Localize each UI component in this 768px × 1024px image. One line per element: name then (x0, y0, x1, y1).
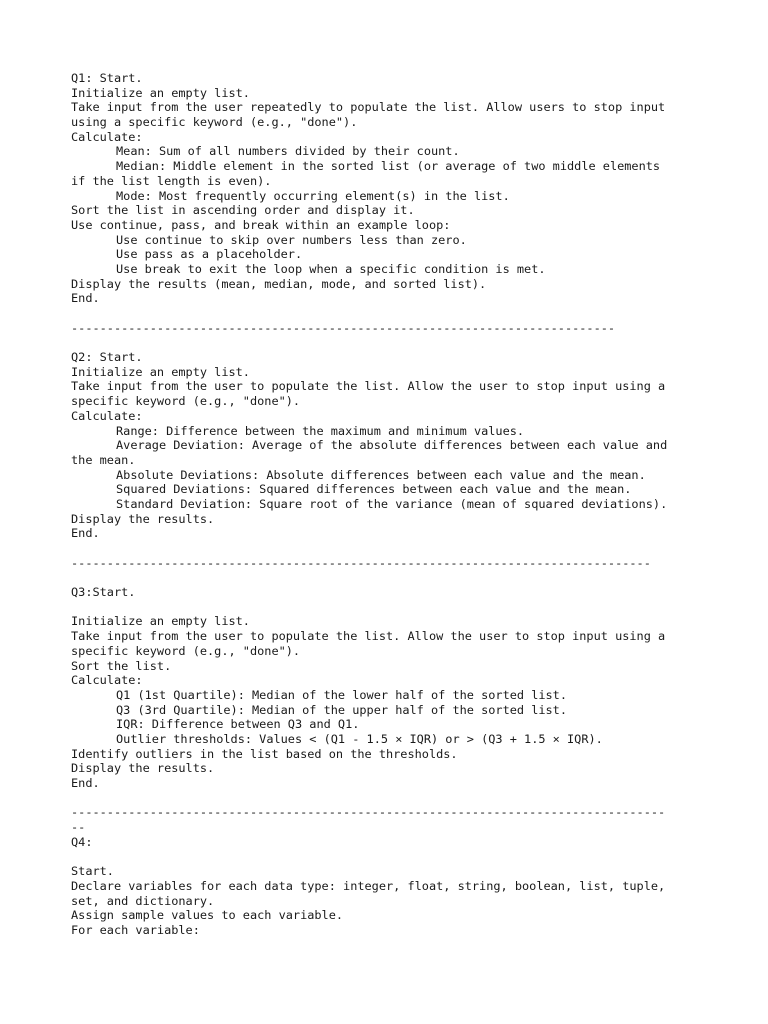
text-line: Start. (71, 864, 114, 879)
text-line: Sort the list. (71, 658, 172, 673)
text-line: IQR: Difference between Q3 and Q1. (116, 717, 360, 732)
text-line: Mode: Most frequently occurring element(s) in the list. (116, 188, 510, 203)
text-line: End. (71, 291, 100, 306)
text-line: Calculate: (71, 408, 143, 423)
text-line: Sort the list in ascending order and display it. (71, 203, 415, 218)
text-line: Display the results (mean, median, mode, and sorted list). (71, 276, 487, 291)
text-line: Use continue to skip over numbers less than zero. (116, 232, 467, 247)
text-line: Take input from the user to populate the list. Allow the user to stop input using a (71, 629, 666, 644)
text-line: Outlier thresholds: Values < (Q1 - 1.5 × IQR) or > (Q3 + 1.5 × IQR). (116, 731, 603, 746)
text-line: Q3 (3rd Quartile): Median of the upper half of the sorted list. (116, 702, 568, 717)
text-line: Range: Difference between the maximum and minimum values. (116, 423, 525, 438)
text-line: Squared Deviations: Squared differences between each value and the mean. (116, 482, 632, 497)
text-line: Median: Middle element in the sorted list (or average of two middle elements (116, 159, 661, 174)
text-line: ---------------------------------------------------------------------------- (71, 320, 616, 335)
text-line: Display the results. (71, 761, 215, 776)
text-line: Calculate: (71, 129, 143, 144)
text-line: set, and dictionary. (71, 893, 215, 908)
text-line: Use continue, pass, and break within an example loop: (71, 217, 451, 232)
text-line: specific keyword (e.g., "done"). (71, 643, 301, 658)
text-line: Take input from the user to populate the list. Allow the user to stop input using a (71, 379, 666, 394)
blank-line (71, 791, 711, 806)
text-line: Initialize an empty list. (71, 364, 250, 379)
text-line: Display the results. (71, 511, 215, 526)
text-line: ----------------------------------------------------------------------------------- (71, 805, 666, 820)
text-line: Assign sample values to each variable. (71, 908, 344, 923)
text-line: Q1 (1st Quartile): Median of the lower half of the sorted list. (116, 687, 568, 702)
text-line: Initialize an empty list. (71, 614, 250, 629)
document-text (71, 71, 711, 938)
text-line: Use pass as a placeholder. (116, 247, 303, 262)
text-line: End. (71, 776, 100, 790)
text-line: Q2: Start. (71, 350, 143, 365)
text-line: the mean. (71, 452, 136, 467)
text-line: using a specific keyword (e.g., "done"). (71, 115, 358, 130)
text-line: Q4: (71, 834, 93, 849)
text-line: Initialize an empty list. (71, 85, 250, 100)
blank-line (71, 600, 711, 615)
text-line: --------------------------------------------------------------------------------- (71, 555, 651, 570)
blank-line (71, 570, 711, 585)
text-line: End. (71, 526, 100, 541)
blank-line (71, 306, 711, 321)
text-line: Absolute Deviations: Absolute differences between each value and the mean. (116, 467, 646, 482)
text-line: Declare variables for each data type: integer, float, string, boolean, list, tuple, (71, 878, 666, 893)
text-line: Identify outliers in the list based on the thresholds. (71, 746, 458, 761)
blank-line (71, 541, 711, 556)
text-line: if the list length is even). (71, 173, 272, 188)
blank-line (71, 849, 711, 864)
text-line: specific keyword (e.g., "done"). (71, 394, 301, 409)
text-line: Use break to exit the loop when a specific condition is met. (116, 261, 546, 276)
text-line: -- (71, 820, 86, 835)
blank-line (71, 335, 711, 350)
text-line: Standard Deviation: Square root of the variance (mean of squared deviations). (116, 496, 668, 511)
text-line: Take input from the user repeatedly to populate the list. Allow users to stop input (71, 100, 666, 115)
text-line: Calculate: (71, 673, 143, 688)
text-line: Q1: Start. (71, 71, 143, 85)
text-line: Q3:Start. (71, 585, 136, 600)
text-line: Mean: Sum of all numbers divided by their count. (116, 144, 460, 159)
text-line: Average Deviation: Average of the absolute differences between each value and (116, 438, 668, 453)
text-line: For each variable: (71, 922, 200, 937)
